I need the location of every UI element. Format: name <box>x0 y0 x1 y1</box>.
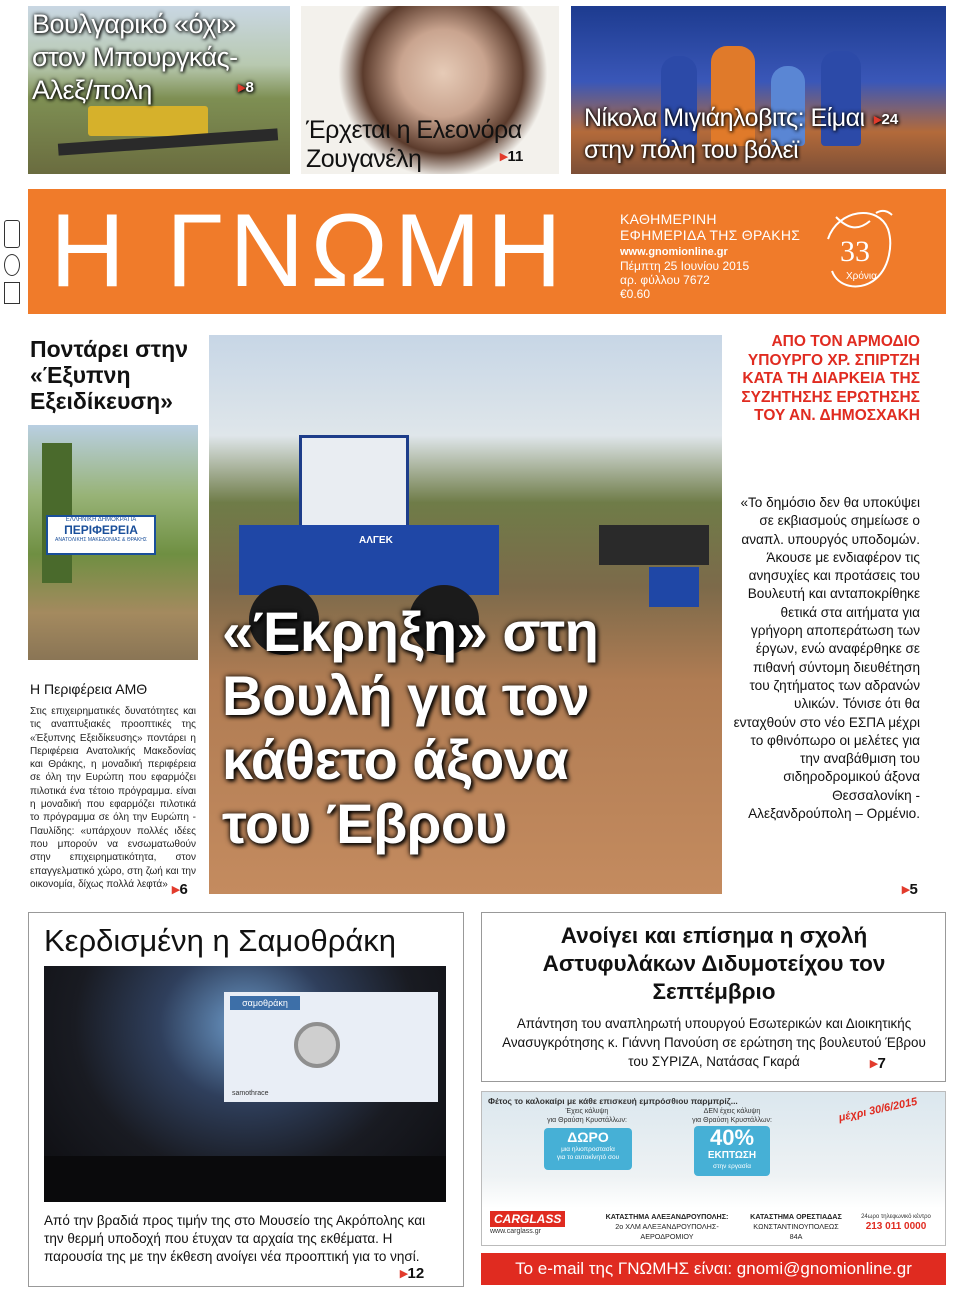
right-story-headline[interactable]: ΑΠΟ ΤΟΝ ΑΡΜΟΔΙΟ ΥΠΟΥΡΓΟ ΧΡ. ΣΠΙΡΤΖΗ ΚΑΤΑ ΤΗ ΔΙΑΡΚΕΙΑ ΤΗΣ ΣΥΖΗΤΗΣΗΣ ΕΡΩΤΗΣΗΣ ΤΟΥ ΑΝ. ΔΗΜΟΣΧΑΚΗ <box>741 333 920 424</box>
main-headline-line-3: κάθετο άξονα <box>222 728 569 791</box>
samothrace-headline[interactable]: Κερδισμένη η Σαμοθράκη <box>44 923 397 958</box>
region-sign <box>46 515 156 555</box>
photo-region-sign <box>28 425 198 660</box>
ad-top-text: Φέτος το καλοκαίρι με κάθε επισκευή εμπρόσθιου παρμπρίζ... <box>488 1096 738 1106</box>
masthead <box>28 189 946 314</box>
region-sign-line3: ΑΝΑΤΟΛΙΚΗΣ ΜΑΚΕΔΟΝΙΑΣ & ΘΡΑΚΗΣ <box>55 537 147 543</box>
samothrace-body: Από την βραδιά προς τιμήν της στο Μουσείο της Ακρόπολης και την θερμή υποδοχή που έτυχαν τα αρχαία της εκθέματα. Η παρουσία της με την έκθεση ανοίγει νέα προοπτική για το νησί. <box>44 1213 426 1265</box>
right-story-body: «Το δημόσιο δεν θα υποκύψει σε εκβιασμούς σημείωσε ο αναπλ. υπουργός υποδομών. Άκουσε με ενδιαφέρον τις ανησυχίες και προτάσεις του Βουλευτή και ανταποκρίθηκε θετικά στα αιτήματα για γρήγορη αποπεράτωση των έργων, ενώ αναφέρθηκε σε πιθανή σύντομη διευθέτηση του ζητήματος των αδρανών υλικών. Τόνισε ότι θα ενταχθούν στο νέο ΕΣΠΑ μέχρι το φθινόπωρο οι μελέτες για την αναβάθμιση του σιδηροδρομικού άξονα Θεσσαλονίκη - Αλεξανδρούπολη – Ορμένιο. <box>733 495 920 822</box>
photo-samothrace-event <box>44 966 446 1202</box>
ad-store-2-address: ΚΩΝΣΤΑΝΤΙΝΟΥΠΟΛΕΩΣ 84Α <box>753 1222 839 1241</box>
main-story-headline[interactable] <box>222 600 722 856</box>
ad-left-cond-1: Έχεις κάλυψη <box>565 1108 609 1115</box>
ad-right-offer <box>694 1126 770 1176</box>
email-banner[interactable]: Το e-mail της ΓΝΩΜΗΣ είναι: gnomi@gnomionline.gr <box>481 1253 946 1285</box>
police-school-body: Απάντηση του αναπληρωτή υπουργού Εσωτερικών και Διοικητικής Ανασυγκρότησης κ. Γιάννη Πανούση σε ερώτηση της βουλευτού Έβρου του ΣΥΡΙΖΑ, Νατάσας Γκαρά <box>502 1016 926 1069</box>
masthead-info <box>620 211 800 301</box>
anniversary-number: 33 <box>840 235 870 268</box>
ad-right-offer-1: 40% <box>709 1125 755 1150</box>
police-school-headline[interactable]: Ανοίγει και επίσημα η σχολή Αστυφυλάκων Διδυμοτείχου τον Σεπτέμβριο <box>542 923 886 1004</box>
ad-store-2-title: ΚΑΤΑΣΤΗΜΑ ΟΡΕΣΤΙΑΔΑΣ <box>750 1212 842 1221</box>
left-story-body: Στις επιχειρηματικές δυνατότητες και τις αναπτυξιακές προοπτικές της «Έξυπνης Εξειδίκευσης» ποντάρει η Περιφέρεια Ανατολικής Μακεδονίας και Θράκης, η μοναδική περιφέρεια σε όλη την Ευρώπη που εφαρμόζει πιλοτικά ένα τέτοιο πρόγραμμα. είναι η μοναδική που εφαρμόζει πιλοτικά το πρόγραμμα σε όλη την Ευρώπη - Παυλίδης: «υπάρχουν πολλές ιδέες που μπορούν να ενσωματωθούν στην επιχειρηματικότητα, στον επαγγελματικό χώρο, στη ζωή και την οικονομία, δίχως πολλά λεφτά» <box>30 706 196 890</box>
left-story-headline[interactable]: Ποντάρει στην «Έξυπνη Εξειδίκευση» <box>30 336 188 414</box>
ad-brand-site: www.carglass.gr <box>490 1228 541 1235</box>
ad-left-condition <box>542 1108 632 1125</box>
ad-right-cond-1: ΔΕΝ έχεις κάλυψη <box>703 1108 761 1115</box>
ad-phone <box>850 1212 942 1232</box>
top-story-2-title[interactable]: Έρχεται η Ελεονόρα Ζουγανέλη <box>306 116 522 173</box>
grader-label: ΑΛΓΕΚ <box>359 535 393 546</box>
anniversary-label: Χρόνια <box>846 271 877 282</box>
ad-store-1-address: 2ο ΧΛΜ ΑΛΕΞΑΝΔΡΟΥΠΟΛΗΣ-ΑΕΡΟΔΡΟΜΙΟΥ <box>615 1222 719 1241</box>
region-sign-line2: ΠΕΡΙΦΕΡΕΙΑ <box>64 523 138 537</box>
ad-phone-label: 24ωρο τηλεφωνικό κέντρο <box>861 1214 931 1220</box>
left-story-page: ▸6 <box>172 881 188 898</box>
top-story-1-page: ▸8 <box>238 79 254 96</box>
ad-left-offer-1: ΔΩΡΟ <box>567 1129 609 1145</box>
masthead-price: €0.60 <box>620 287 651 301</box>
masthead-side-marks <box>4 220 22 320</box>
right-story-page: ▸5 <box>902 881 918 898</box>
masthead-title: Η ΓΝΩΜΗ <box>50 193 568 309</box>
samothrace-page: ▸12 <box>400 1265 425 1282</box>
ad-right-offer-3: στην εργασία <box>712 1163 752 1170</box>
ad-phone-number[interactable]: 213 011 0000 <box>865 1221 927 1232</box>
left-story-caption: Η Περιφέρεια ΑΜΘ <box>30 681 148 697</box>
main-headline-line-4: του Έβρου <box>222 792 507 855</box>
ad-until-date: μέχρι 30/6/2015 <box>837 1095 919 1125</box>
ad-store-1-title: ΚΑΤΑΣΤΗΜΑ ΑΛΕΞΑΝΔΡΟΥΠΟΛΗΣ: <box>605 1212 729 1221</box>
masthead-subtitle-1: ΚΑΘΗΜΕΡΙΝΗ <box>620 211 717 227</box>
top-story-3-title[interactable]: Νίκολα Μιγιάηλοβιτς: Είμαι στην πόλη του βόλεϊ <box>584 104 865 164</box>
ad-right-condition <box>682 1108 782 1125</box>
main-headline-line-1: «Έκρηξη» στη <box>222 600 599 663</box>
carglass-ad[interactable] <box>481 1091 946 1246</box>
ad-left-offer <box>544 1128 632 1170</box>
ad-brand: CARGLASS <box>490 1211 565 1227</box>
masthead-issue: αρ. φύλλου 7672 <box>620 273 710 287</box>
main-headline-line-2: Βουλή για τον <box>222 664 590 727</box>
masthead-subtitle-2: ΕΦΗΜΕΡΙΔΑ ΤΗΣ ΘΡΑΚΗΣ <box>620 227 801 243</box>
masthead-website[interactable]: www.gnomionline.gr <box>620 246 728 258</box>
ad-right-offer-2: ΕΚΠΤΩΣΗ <box>707 1150 757 1161</box>
ad-left-offer-3: για το αυτοκίνητό σου <box>556 1154 620 1161</box>
ad-left-offer-2: μια ηλιοπροστασία <box>561 1146 615 1153</box>
screen-subtitle: samothrace <box>232 1090 269 1097</box>
ad-store-1 <box>592 1212 742 1242</box>
ad-store-2 <box>746 1212 846 1242</box>
ad-right-cond-2: για Θραύση Κρυστάλλων: <box>692 1116 772 1124</box>
top-story-3-page: ▸24 <box>874 111 899 128</box>
ad-left-cond-2: για Θραύση Κρυστάλλων: <box>547 1116 627 1124</box>
region-sign-line1: ΕΛΛΗΝΙΚΗ ΔΗΜΟΚΡΑΤΙΑ <box>65 517 137 523</box>
police-school-page: ▸7 <box>870 1055 886 1072</box>
masthead-date: Πέμπτη 25 Ιουνίου 2015 <box>620 259 750 273</box>
top-story-2-page: ▸11 <box>500 148 524 165</box>
ad-brand-logo <box>490 1210 584 1238</box>
screen-title: σαμοθράκη <box>230 996 300 1010</box>
top-story-1-title[interactable]: Βουλγαρικό «όχι» στον Μπουργκάς-Αλεξ/πολη <box>32 9 238 105</box>
